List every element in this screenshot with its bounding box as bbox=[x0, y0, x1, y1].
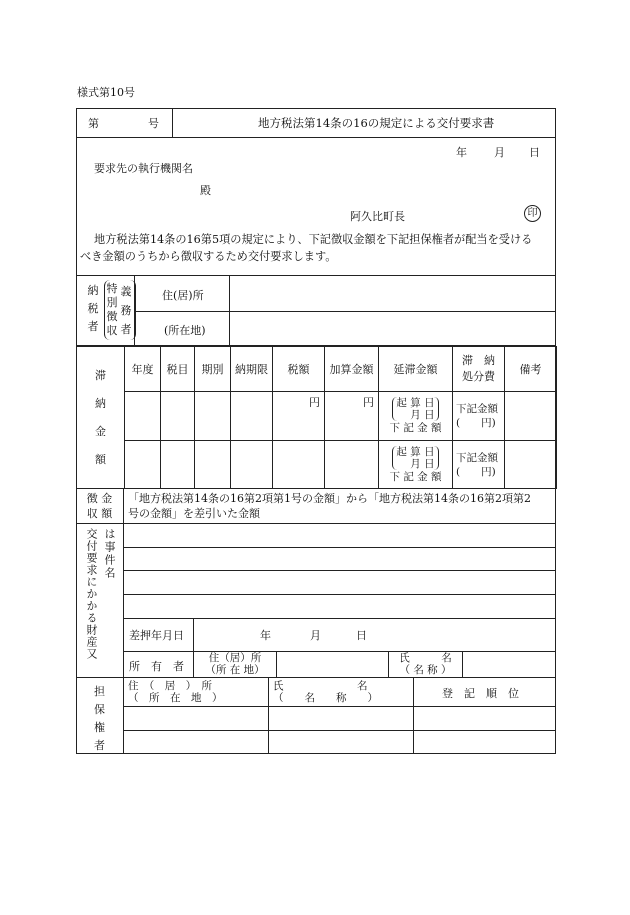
address-label: 住(居)所 bbox=[162, 289, 204, 302]
sender-name: 阿久比町長 bbox=[350, 210, 405, 223]
col-tax-item: 税目 bbox=[161, 347, 195, 392]
number-suffix: 号 bbox=[148, 117, 159, 130]
col-remarks: 備考 bbox=[505, 347, 557, 392]
owner-label: 所 有 者 bbox=[129, 660, 184, 673]
col-additional: 加算金額 bbox=[325, 347, 379, 392]
tax-yen: 円 bbox=[273, 392, 325, 441]
col-due-date: 納期限 bbox=[231, 347, 273, 392]
security-address-label: 住 （ 居 ） 所 （ 所 在 地 ） bbox=[128, 680, 223, 704]
seizure-month: 月 bbox=[310, 629, 321, 642]
honorific: 殿 bbox=[200, 184, 211, 197]
property-side-label: は事件名 交付要求にかかる財産又 bbox=[85, 528, 116, 660]
col-delinquency: 延滞金額 bbox=[379, 347, 453, 392]
collection-row bbox=[76, 488, 556, 524]
disposal-note: 下記金額 ( 円) bbox=[453, 441, 505, 489]
collection-label: 徴 金 収 額 bbox=[86, 492, 113, 520]
col-fiscal-year: 年度 bbox=[125, 347, 161, 392]
col-period: 期別 bbox=[195, 347, 231, 392]
collection-text: 「地方税法第14条の16第2項第1号の金額」から「地方税法第14条の16第2項第2 号の金額」を差引いた金額 bbox=[128, 492, 531, 520]
owner-name-label: 氏 名 （ 名 称 ） bbox=[399, 652, 452, 676]
seizure-day: 日 bbox=[356, 629, 367, 642]
disposal-note: 下記金額 ( 円) bbox=[453, 392, 505, 441]
seal-mark: 印 bbox=[524, 205, 541, 222]
date-month: 月 bbox=[494, 146, 505, 159]
delinquency-calc: 起 算 日 月 日 下 記 金 額 bbox=[379, 441, 453, 489]
arrears-side-label: 滞 納 金 額 bbox=[77, 347, 125, 489]
taxpayer-inner-col1: 特 別 徴 収 bbox=[106, 282, 118, 337]
location-label: (所在地) bbox=[164, 324, 206, 337]
col-tax-amount: 税額 bbox=[273, 347, 325, 392]
registration-rank-label: 登 記 順 位 bbox=[442, 687, 519, 700]
property-section bbox=[76, 524, 556, 678]
arrears-row bbox=[77, 392, 557, 441]
taxpayer-inner-col2: 義 務 者 bbox=[120, 285, 132, 336]
taxpayer-section bbox=[76, 276, 556, 346]
date-year: 年 bbox=[456, 146, 467, 159]
header-row bbox=[76, 108, 556, 138]
form-number: 様式第10号 bbox=[77, 86, 135, 99]
arrears-table bbox=[76, 346, 557, 489]
security-name-label: 氏 名 （ 名 称 ） bbox=[273, 680, 378, 704]
taxpayer-outer-label: 納 税 者 bbox=[87, 284, 99, 333]
security-side-label: 担 保 権 者 bbox=[94, 685, 105, 752]
date-day: 日 bbox=[529, 146, 540, 159]
number-label: 第 bbox=[88, 117, 99, 130]
request-body-line2: べき金額のうちから徴収するため交付要求します。 bbox=[80, 250, 337, 263]
col-disposal-cost: 滞 納 処分費 bbox=[453, 347, 505, 392]
form-title: 地方税法第14条の16の規定による交付要求書 bbox=[258, 116, 495, 130]
delinquency-calc: 起 算 日 月 日 下 記 金 額 bbox=[379, 392, 453, 441]
seizure-year: 年 bbox=[260, 629, 271, 642]
seizure-date-label: 差押年月日 bbox=[129, 629, 184, 642]
recipient-label: 要求先の執行機関名 bbox=[94, 162, 193, 175]
request-section bbox=[76, 138, 556, 276]
security-section bbox=[76, 678, 556, 754]
request-body-line1: 地方税法第14条の16第5項の規定により、下記徴収金額を下記担保権者が配当を受ける bbox=[94, 233, 533, 246]
additional-yen: 円 bbox=[325, 392, 379, 441]
arrears-row bbox=[77, 441, 557, 489]
owner-address-label: 住（居）所 （所 在 地） bbox=[205, 652, 265, 676]
